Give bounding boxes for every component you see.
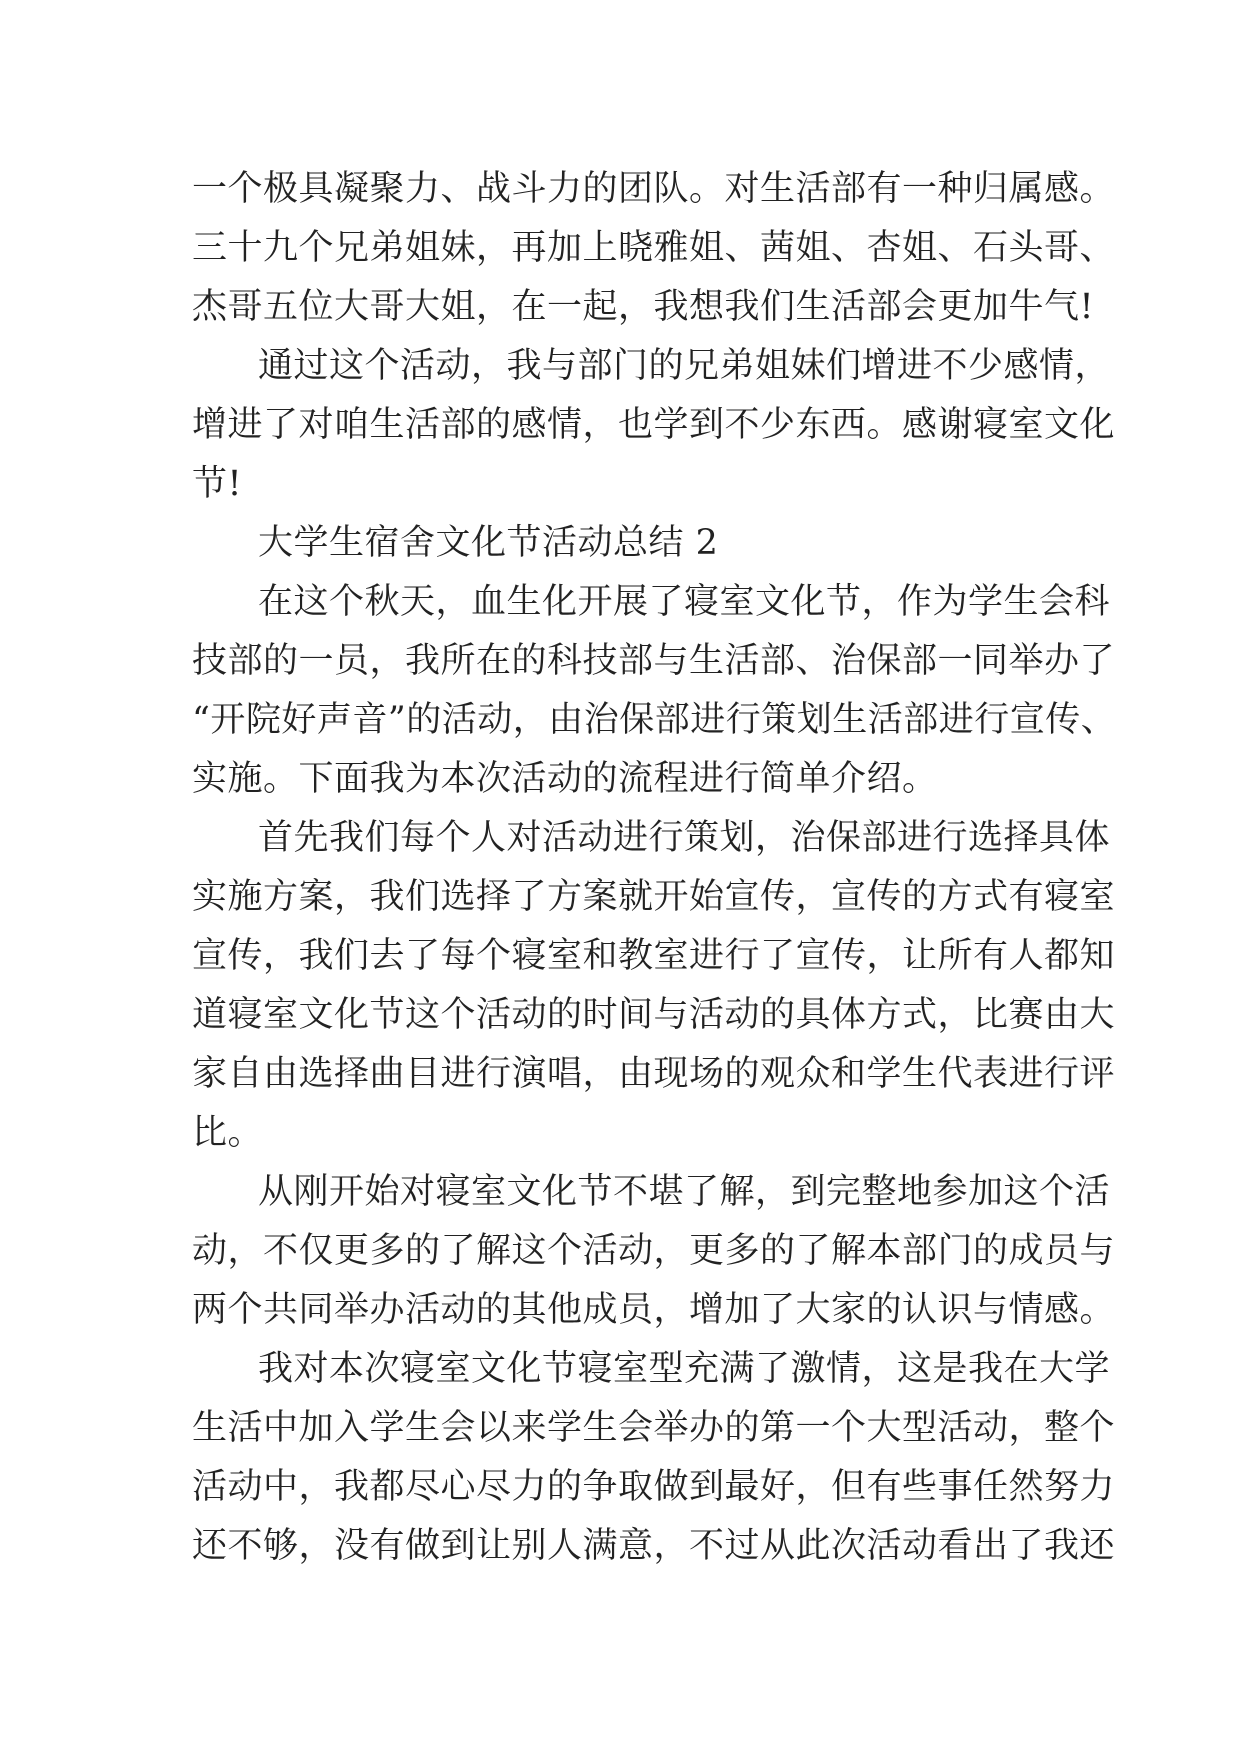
text-line: 杰哥五位大哥大姐，在一起，我想我们生活部会更加牛气! (192, 287, 1095, 327)
text-line: 增进了对咱生活部的感情，也学到不少东西。感谢寝室文化 (192, 405, 1116, 445)
text-line: 从刚开始对寝室文化节不堪了解，到完整地参加这个活 (258, 1172, 1111, 1212)
text-line: 生活中加入学生会以来学生会举办的第一个大型活动，整个 (192, 1408, 1116, 1448)
document-body (192, 160, 1117, 1576)
text-line: 一个极具凝聚力、战斗力的团队。对生活部有一种归属感。 (192, 169, 1116, 209)
text-line: 宣传，我们去了每个寝室和教室进行了宣传，让所有人都知 (192, 936, 1116, 976)
text-line: “开院好声音”的活动，由治保部进行策划生活部进行宣传、 (192, 700, 1117, 740)
text-line: 实施方案，我们选择了方案就开始宣传，宣传的方式有寝室 (192, 877, 1116, 917)
text-line: 还不够，没有做到让别人满意，不过从此次活动看出了我还 (192, 1526, 1116, 1566)
text-line: 道寝室文化节这个活动的时间与活动的具体方式，比赛由大 (192, 995, 1116, 1035)
text-line: 动，不仅更多的了解这个活动，更多的了解本部门的成员与 (192, 1231, 1116, 1271)
text-line: 比。 (192, 1113, 264, 1153)
text-line: 通过这个活动，我与部门的兄弟姐妹们增进不少感情， (258, 346, 1111, 386)
text-line: 在这个秋天，血生化开展了寝室文化节，作为学生会科 (258, 582, 1111, 622)
text-line: 活动中，我都尽心尽力的争取做到最好，但有些事任然努力 (192, 1467, 1116, 1507)
text-line: 首先我们每个人对活动进行策划，治保部进行选择具体 (258, 818, 1111, 858)
text-line: 家自由选择曲目进行演唱，由现场的观众和学生代表进行评 (192, 1054, 1116, 1094)
section-heading: 大学生宿舍文化节活动总结 2 (258, 523, 719, 563)
text-line: 三十九个兄弟姐妹，再加上晓雅姐、茜姐、杏姐、石头哥、 (192, 228, 1116, 268)
text-line: 我对本次寝室文化节寝室型充满了激情，这是我在大学 (258, 1349, 1111, 1389)
text-line: 实施。下面我为本次活动的流程进行简单介绍。 (192, 759, 938, 799)
text-line: 技部的一员，我所在的科技部与生活部、治保部一同举办了 (192, 641, 1116, 681)
text-line: 节! (192, 464, 243, 504)
text-line: 两个共同举办活动的其他成员，增加了大家的认识与情感。 (192, 1290, 1116, 1330)
